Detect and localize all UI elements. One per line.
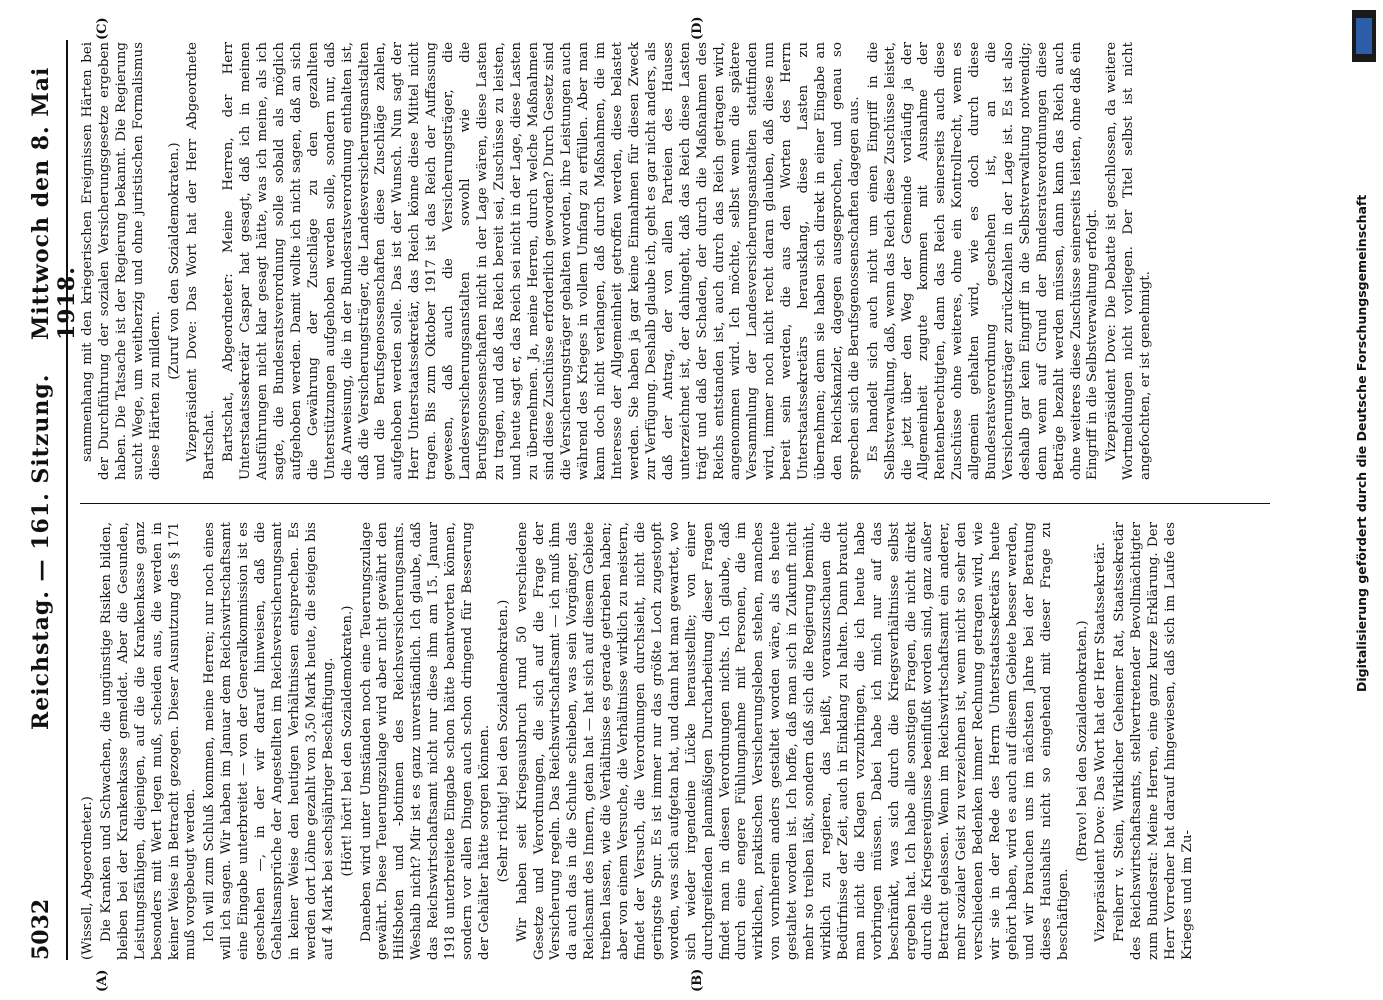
paragraph: sammenhang mit den kriegerischen Ereignissen Härten bei der Durchführung der sozialen Versicherungsgesetze ergeben haben. Die Tatsache ist der Regierung bekannt. Die Regierung sucht Wege, um weitherzig und ohne juristischen Formalismus diese Härten zu mildern.: [80, 42, 163, 480]
paragraph: (Hört! hört! bei den Sozialdemokraten.): [339, 605, 355, 877]
paragraph: Vizepräsident Dove: Das Wort hat der Herr Abgeordnete Bartschat.: [185, 42, 218, 480]
dfg-stamp: [1352, 10, 1378, 700]
session-title: Reichstag. — 161. Sitzung.: [28, 373, 54, 730]
paragraph: Wir haben seit Kriegsausbruch rund 50 verschiedene Gesetze und Verordnungen, die sich auf die Frage der Versicherung regeln. Das Reichswirtschaftsamt — ich muß ihm da auch das in die Schuhe schieben, was sein Vorgänger, das Reichsamt des Innern, getan hat — hat sich auf diesem Gebiete treiben lassen, wie die Verhältnisse es gerade getrieben haben; aber von einem Versuche, die Verhältnisse wirklich zu meistern, findet der Versuch, die Verordnungen durchsieht, nicht die geringste Spur. Es ist immer nur das größte Loch zugestopft worden, was sich aufgetan hat, und dann hat man gewartet, wo sich wieder irgendeine Lücke herausstellte; von einer durchgreifenden planmäßigen Durcharbeitung dieser Fragen findet man in diesen Verordnungen nichts. Ich glaube, daß durch eine engere Fühlungnahme mit Personen, die im wirklichen, praktischen Versicherungsleben stehen, manches von vornherein anders gestaltet worden wäre, als es heute gestaltet worden ist. Ich hoffe, daß man sich in Zukunft nicht mehr so treiben läßt, sondern daß sich die Regierung bemüht, wirklich zu regieren, das heißt, vorauszuschauen die Bedürfnisse der Zeit, auch in Einklang zu halten. Dann braucht man nicht die Klagen vorzubringen, die ich heute habe vorbringen müssen. Dabei habe ich mich nur auf das beschränkt, was sich durch die Kriegsverhältnisse selbst ergeben hat. Ich habe alle sonstigen Fragen, die nicht direkt durch die Kriegsereignisse beeinflußt worden sind, ganz außer Betracht gelassen. Wenn im Reichswirtschaftsamt ein anderer, mehr sozialer Geist zu verzeichnen ist, wenn nicht so sehr den verschiedenen Bedenken immer Rechnung getragen wird, wie wir sie in der Rede des Herrn Unterstaatssekretärs heute gehört haben, wird es auch auf diesem Gebiete besser werden, und wir brauchen uns im nächsten Jahre bei der Beratung dieses Haushalts nicht so eingehend mit dieser Frage zu beschäftigen.: [514, 522, 1071, 960]
session-date: Mittwoch den 8. Mai 1918.: [28, 66, 80, 340]
dfg-logo-icon: [1352, 10, 1376, 62]
paragraph: (Bravo! bei den Sozialdemokraten.): [1074, 620, 1090, 862]
paragraph: Es handelt sich auch nicht um einen Eingriff in die Selbstverwaltung, daß, wenn das Reich diese Zuschüsse leistet, die jetzt über den Weg der Gemeinde vorläufig ja der Allgemeinheit zugute kommen mit Ausnahme der Rentenberechtigten, dann das Reich seinerseits auch diese Zuschüsse ohne weiteres, ohne ein Kontrollrecht, wenn es allgemein gehalten wird, wie es doch durch diese Bundesratsverordnung geschehen ist, an die Versicherungsträger zurückzahlen in der Lage ist. Es ist also deshalb gar kein Eingriff in die Selbstverwaltung notwendig; denn wenn auf Grund der Bundesratsverordnungen diese Beträge bezahlt werden müssen, dann kann das Reich auch ohne weiteres diese Zuschüsse seinerseits leisten, ohne daß ein Eingriff in die Selbstverwaltung erfolgt.: [865, 42, 1101, 480]
paragraph: Vizepräsident Dove: Das Wort hat der Herr Staatssekretär.: [1093, 541, 1109, 942]
paragraph: Vizepräsident Dove: Die Debatte ist geschlossen, da weitere Wortmeldungen nicht vorliegen. Der Titel selbst ist nicht angefochten, er ist genehmigt.: [1104, 42, 1154, 480]
margin-mark-d: (D): [690, 16, 705, 40]
page-number: 5032: [28, 898, 54, 960]
margin-mark-a: (A): [95, 969, 110, 992]
page-header: [18, 40, 80, 960]
paragraph: (Zuruf von den Sozialdemokraten.): [166, 142, 182, 380]
right-text-column: [80, 42, 1157, 480]
paragraph: Freiherr v. Stein, Wirklicher Geheimer Rat, Staatssekretär des Reichswirtschaftsamts, stellvertretender Bevollmächtigter zum Bundesrat: Meine Herren, eine ganz kurze Erklärung. Der Herr Vorredner hat darauf hingewiesen, daß sich im Laufe des Krieges und im Zu-: [1112, 522, 1195, 960]
margin-mark-c: (C): [95, 17, 110, 40]
column-divider: [80, 503, 1270, 504]
paragraph: Ich will zum Schluß kommen, meine Herren; nur noch eines will ich sagen. Wir haben im Januar dem Reichswirtschaftsamt eine Eingabe unterbreitet — von der Generalkommission ist es geschehen —, in der wir darauf hinweisen, daß die Gehaltsansprüche der Angestellten im Reichsversicherungsamt in keiner Weise den heutigen Verhältnissen entsprechen. Es werden dort Löhne gezahlt von 3,50 Mark heute, die steigen bis auf 4 Mark bei sechsjähriger Beschäftigung.: [202, 522, 336, 960]
paragraph: (Sehr richtig! bei den Sozialdemokraten.): [495, 599, 511, 883]
paragraph: (Wissell, Abgeordneter.): [80, 796, 95, 960]
margin-mark-b: (B): [690, 968, 705, 992]
dfg-stamp-text: Digitalisierung gefördert durch die Deutsche Forschungsgemeinschaft: [1354, 194, 1369, 692]
paragraph: Daneben wird unter Umständen noch eine Teuerungszulage gewährt. Diese Teuerungszulage wird aber nicht gewährt den Hilfsboten und -botinnen des Reichsversicherungsamts. Weshalb nicht? Mir ist es ganz unverständlich. Ich glaube, daß das Reichswirtschaftsamt nicht nur diese ihm am 15. Januar 1918 unterbreitete Eingabe schon hätte beantworten können, sondern vor allen Dingen auch schon dringend für Besserung der Gehälter hätte sorgen können.: [358, 522, 492, 960]
paragraph: Die Kranken und Schwachen, die ungünstige Risiken bilden, bleiben bei der Krankenkasse gemeldet. Aber die Gesunden, Leistungsfähigen, diejenigen, auf die die Krankenkasse ganz besonders mit Wert legen muß, scheiden aus, die werden in keiner Weise in Betracht gezogen. Dieser Ausnutzung des § 171 muß vorgebeugt werden.: [98, 522, 199, 960]
paragraph: Bartschat, Abgeordneter: Meine Herren, der Herr Unterstaatssekretär Caspar hat gesagt, daß ich in meinen Ausführungen nicht klar gesagt hätte, was ich meine, als ich sagte, die Bundesratsverordnung solle sobald als möglich aufgehoben werden. Damit wollte ich nicht sagen, daß an sich die Gewährung der Zuschläge zu den gezahlten Unterstützungen aufgehoben werden solle, sondern nur, daß die Anweisung, die in der Bundesratsverordnung enthalten ist, daß die Versicherungsträger, die Landesversicherungsanstalten und die Berufsgenossenschaften diese Zuschläge zahlen, aufgehoben werden solle. Das ist der Wunsch. Nun sagt der Herr Unterstaatssekretär, das Reich könne diese Mittel nicht tragen. Bis zum Oktober 1917 ist das Reich der Auffassung gewesen, daß auch die Versicherungsträger, die Landesversicherungsanstalten sowohl wie die Berufsgenossenschaften nicht in der Lage wären, diese Lasten zu tragen, und daß das Reich bereit sei, Zuschüsse zu leisten, und heute sagt er, das Reich sei nicht in der Lage, diese Lasten zu übernehmen. Ja, meine Herren, durch welche Maßnahmen sind diese Zuschüsse erforderlich geworden? Durch Gesetz sind die Versicherungsträger gehalten worden, ihre Leistungen auch während des Krieges in vollem Umfang zu erfüllen. Aber man kann doch nicht verlangen, daß durch Maßnahmen, die im Interesse der Allgemeinheit getroffen werden, diese belastet werden. Sie haben ja gar keine Einnahmen für diesen Zweck zur Verfügung. Deshalb glaube ich, geht es gar nicht anders, als daß der Antrag, der von allen Parteien des Hauses unterzeichnet ist, der dahingeht, daß das Reich diese Lasten trägt und daß der Schaden, der durch die Maßnahmen des Reichs entstanden ist, auch durch das Reich getragen wird, angenommen wird. Ich möchte, selbst wenn die spätere Versammlung der Landesversicherungsanstalten stattfinden wird, immer noch nicht recht daran glauben, daß diese nun bereit sein werden, die aus den Worten des Herrn Unterstaatssekretärs herausklang, diese Lasten zu übernehmen; denn sie haben sich direkt in einer Eingabe an den Reichskanzler, dagegen ausgesprochen, und genau so sprechen sich die Berufsgenossenschaften dagegen aus.: [221, 42, 862, 480]
left-text-column: [80, 522, 1199, 960]
